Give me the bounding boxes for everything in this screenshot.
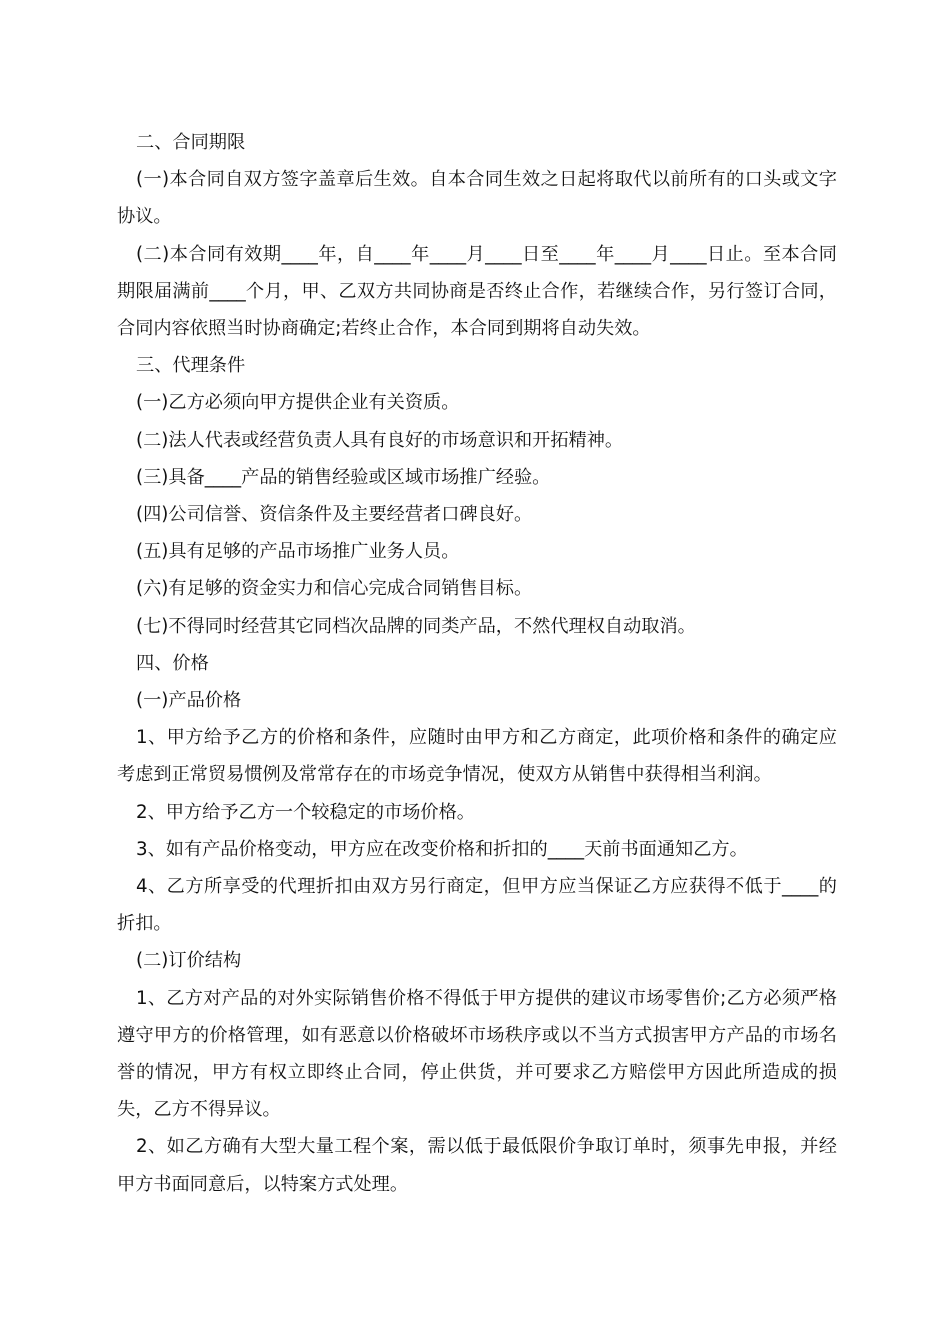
document-body: [117, 124, 837, 1203]
clause-4-1-4: 4、乙方所享受的代理折扣由双方另行商定，但甲方应当保证乙方应获得不低于____的折扣。: [117, 876, 837, 935]
subheading-pricing-structure: (二)订价结构: [136, 950, 242, 972]
clause-2-1: (一)本合同自双方签字盖章后生效。自本合同生效之日起将取代以前所有的口头或文字协议。: [117, 169, 837, 228]
subheading-product-price: (一)产品价格: [136, 690, 242, 712]
clause-3-7: (七)不得同时经营其它同档次品牌的同类产品，不然代理权自动取消。: [136, 615, 696, 637]
section-heading-agency-conditions: 三、代理条件: [136, 355, 246, 377]
clause-2-2: (二)本合同有效期____年，自____年____月____日至____年____月____日止。至本合同期限届满前____个月，甲、乙双方共同协商是否终止合作，若继续合作，另行签订合同，合同内容依照当时协商确定;若终止合作，本合同到期将自动失效。: [117, 243, 837, 340]
clause-3-3: (三)具备____产品的销售经验或区域市场推广经验。: [136, 466, 551, 488]
clause-3-4: (四)公司信誉、资信条件及主要经营者口碑良好。: [136, 504, 533, 526]
clause-4-1-3: 3、如有产品价格变动，甲方应在改变价格和折扣的____天前书面通知乙方。: [136, 838, 748, 860]
clause-3-1: (一)乙方必须向甲方提供企业有关资质。: [136, 392, 460, 414]
section-heading-price: 四、价格: [136, 652, 209, 674]
clause-4-1-2: 2、甲方给予乙方一个较稳定的市场价格。: [136, 801, 475, 823]
clause-3-5: (五)具有足够的产品市场推广业务人员。: [136, 541, 460, 563]
clause-4-2-1: 1、乙方对产品的对外实际销售价格不得低于甲方提供的建议市场零售价;乙方必须严格遵守甲方的价格管理，如有恶意以价格破坏市场秩序或以不当方式损害甲方产品的市场名誉的情况，甲方有权立即终止合同，停止供货，并可要求乙方赔偿甲方因此所造成的损失，乙方不得异议。: [117, 987, 837, 1121]
clause-3-2: (二)法人代表或经营负责人具有良好的市场意识和开拓精神。: [136, 429, 624, 451]
clause-4-1-1: 1、甲方给予乙方的价格和条件，应随时由甲方和乙方商定，此项价格和条件的确定应考虑到正常贸易惯例及常常存在的市场竞争情况，使双方从销售中获得相当利润。: [117, 727, 837, 786]
clause-3-6: (六)有足够的资金实力和信心完成合同销售目标。: [136, 578, 533, 600]
section-heading-contract-term: 二、合同期限: [136, 132, 246, 153]
clause-4-2-2: 2、如乙方确有大型大量工程个案，需以低于最低限价争取订单时，须事先申报，并经甲方书面同意后，以特案方式处理。: [117, 1136, 837, 1195]
